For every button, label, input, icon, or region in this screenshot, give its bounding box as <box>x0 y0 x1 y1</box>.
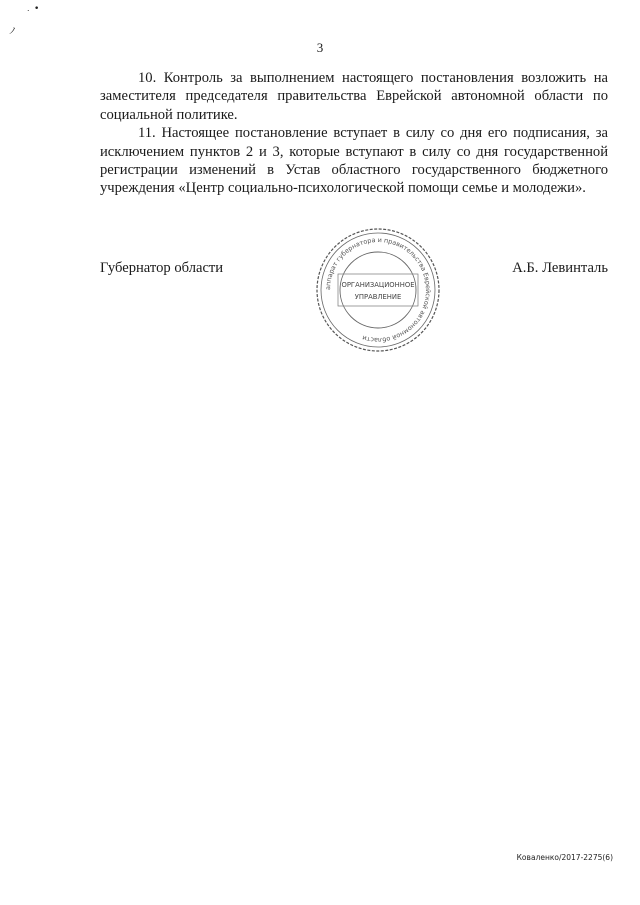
footer-reference: Коваленко/2017-2275(6) <box>516 853 613 862</box>
paragraph-11: 11. Настоящее постановление вступает в силу со дня его подписания, за исключением пунктов 2 и 3, которые вступают в силу со дня государственной регистрации изменений в Устав областного государственного бюджетного учреждения «Центр социально-психологической помощи семье и молодежи». <box>100 125 608 197</box>
body-text <box>100 69 608 198</box>
paragraph-10: 10. Контроль за выполнением настоящего постановления возложить на заместителя председателя правительства Еврейской автономной области по социальной политике. <box>100 70 608 123</box>
scan-speck-mark: ノ <box>8 27 18 37</box>
scan-speck-mark: ˙ <box>26 10 31 20</box>
official-stamp <box>314 226 442 354</box>
signatory-title: Губернатор области <box>100 260 224 276</box>
signatory-name: А.Б. Левинталь <box>512 260 608 276</box>
scan-speck-mark: • <box>34 4 40 14</box>
stamp-center-line-1: ОРГАНИЗАЦИОННОЕ <box>341 281 415 289</box>
stamp-ring-text: аппарат губернатора и правительства Еврейской автономной области <box>323 235 433 345</box>
page-number: 3 <box>316 40 324 55</box>
stamp-center-line-2: УПРАВЛЕНИЕ <box>354 293 402 301</box>
